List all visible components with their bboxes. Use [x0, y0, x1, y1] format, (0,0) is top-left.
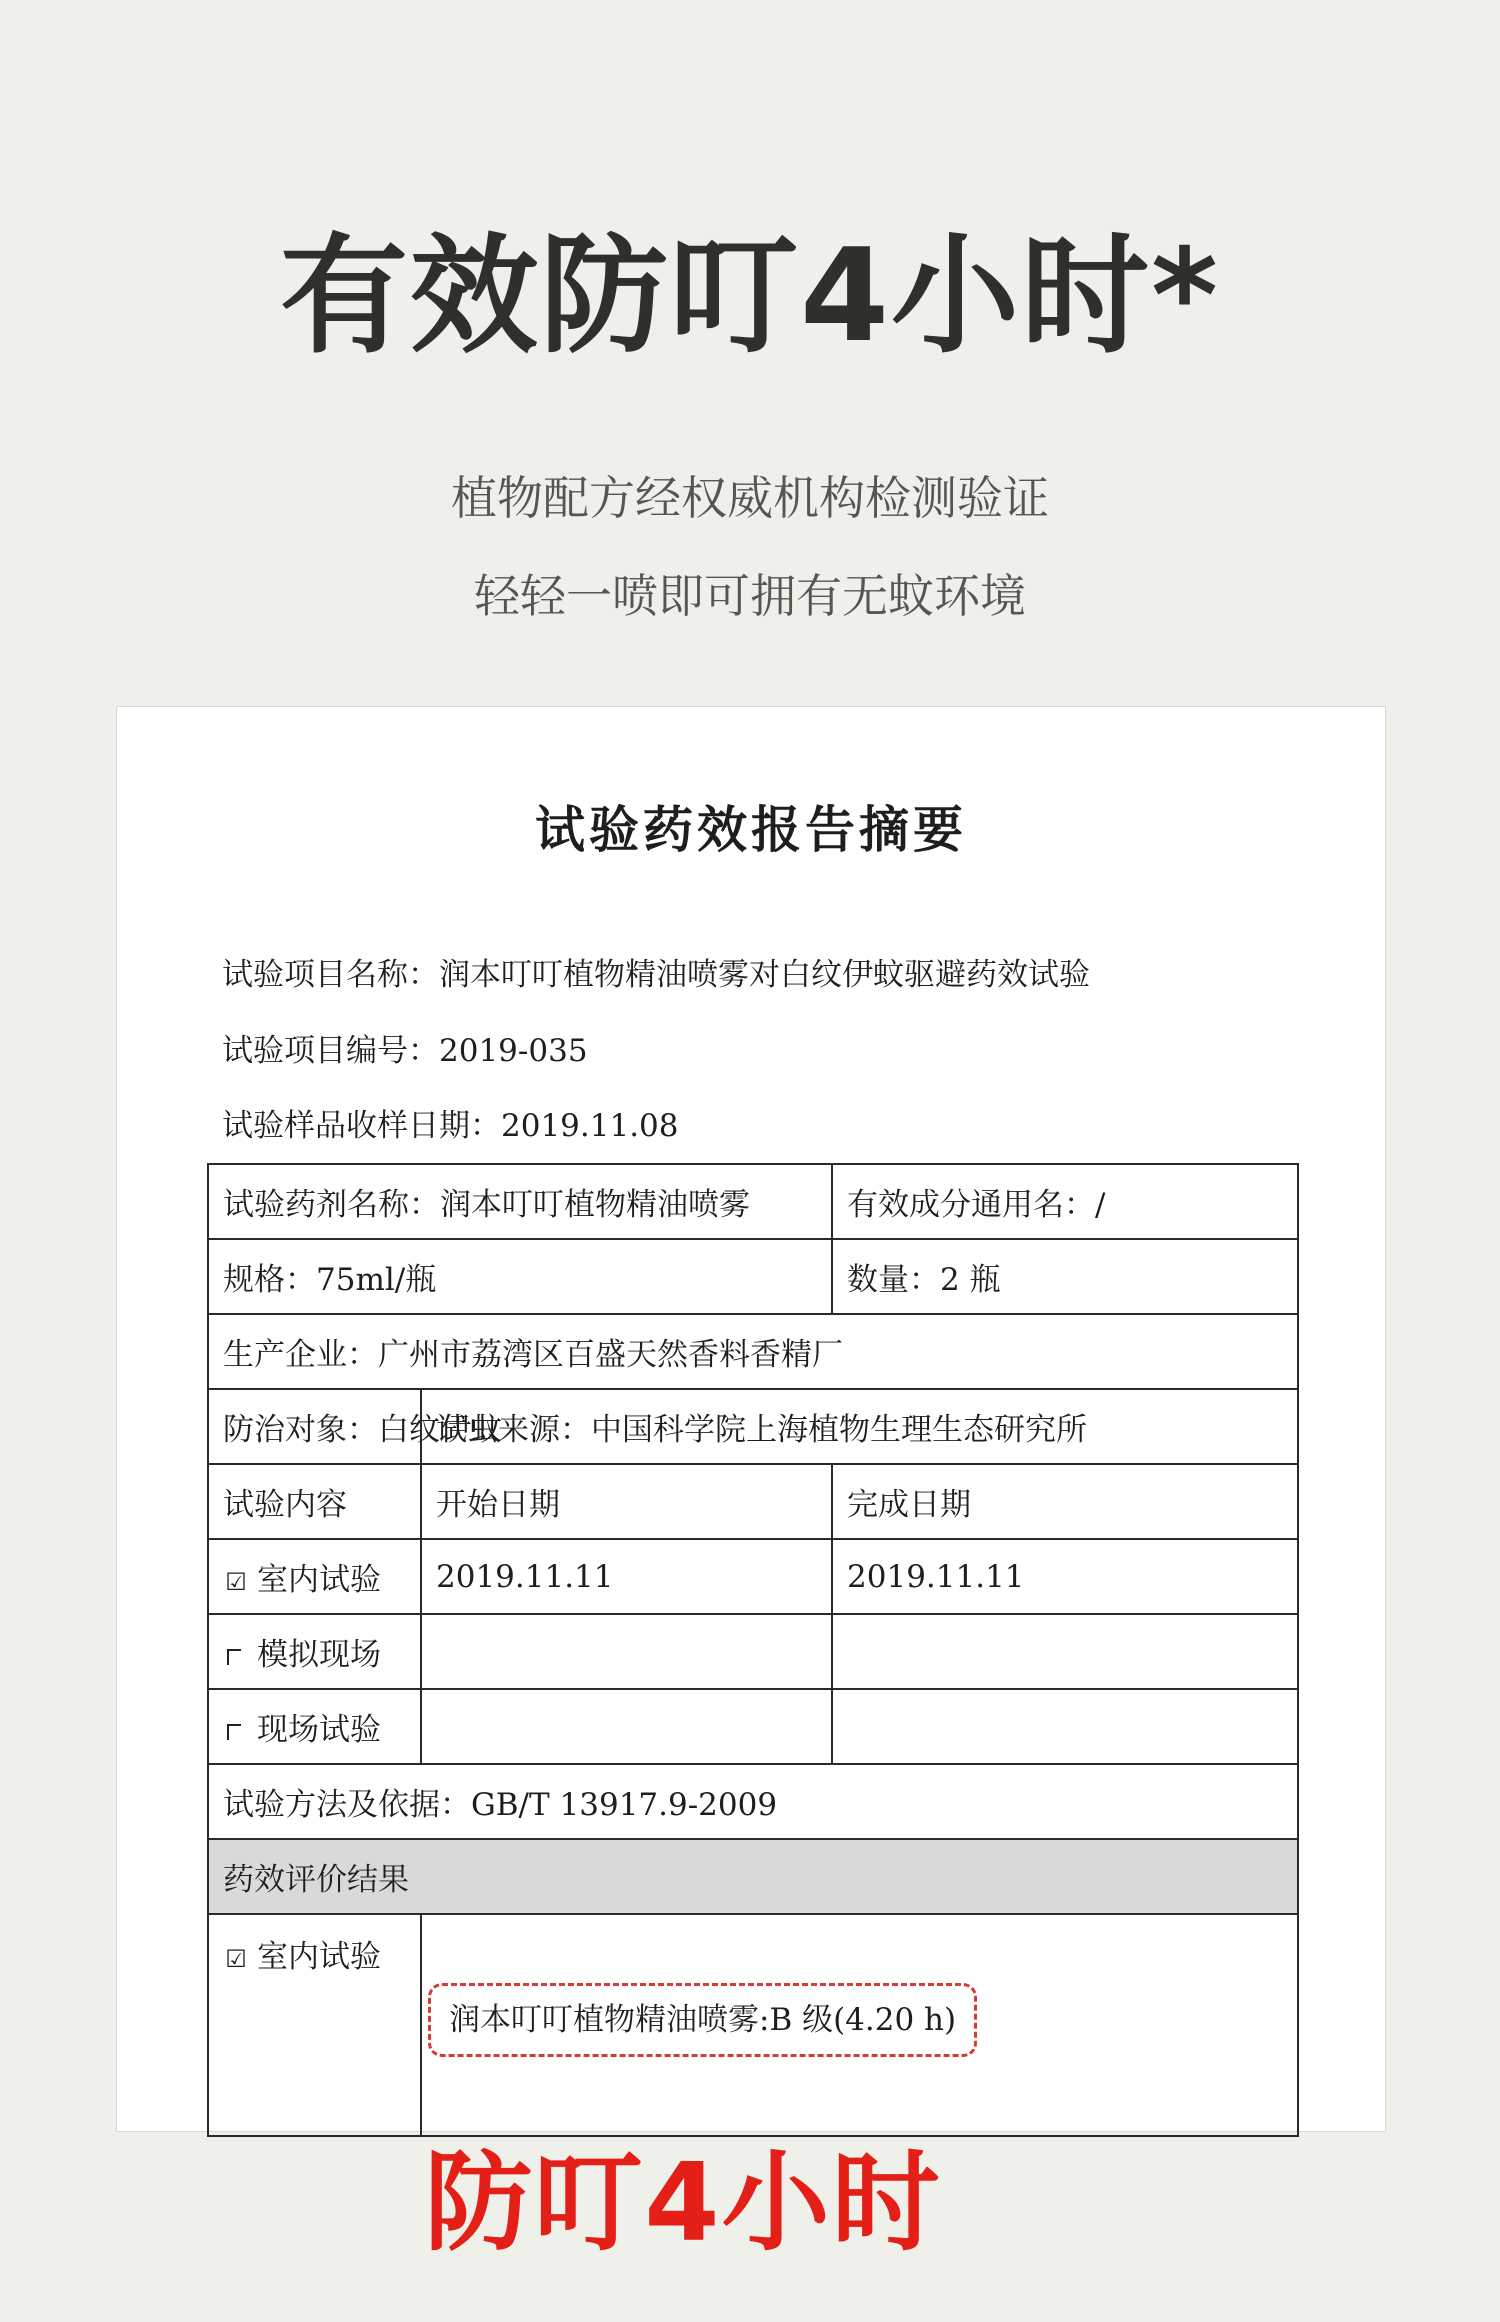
highlighted-result: 润本叮叮植物精油喷雾:B 级(4.20 h)	[428, 1983, 977, 2057]
checked-box-icon: ☑	[225, 1568, 247, 1596]
table-row	[208, 1914, 1298, 2136]
table-row	[208, 1689, 1298, 1764]
checked-box-icon: ☑	[225, 1945, 247, 1973]
simulated-end-date	[832, 1614, 1298, 1689]
table-row	[208, 1314, 1298, 1389]
table-row	[208, 1764, 1298, 1839]
field-end-date	[832, 1689, 1298, 1764]
subtitle-line-1: 植物配方经权威机构检测验证	[451, 471, 1049, 525]
table-row	[208, 1389, 1298, 1464]
report-title: 试验药效报告摘要	[535, 800, 967, 859]
indoor-start-date: 2019.11.11	[421, 1539, 832, 1614]
field-test-cell	[208, 1689, 421, 1764]
table-row	[208, 1839, 1298, 1914]
simulated-field-cell	[208, 1614, 421, 1689]
simulated-start-date	[421, 1614, 832, 1689]
target-cell: 防治对象：白纹伊蚊	[208, 1389, 421, 1464]
project-number: 试验项目编号：2019-035	[222, 1033, 588, 1069]
column-header-end: 完成日期	[832, 1464, 1298, 1539]
headline-title: 有效防叮4小时*	[279, 222, 1220, 371]
quantity-cell: 数量：2 瓶	[832, 1239, 1298, 1314]
result-indoor-cell	[208, 1914, 421, 2136]
indoor-test-label: 室内试验	[257, 1562, 381, 1598]
field-test-label: 现场试验	[257, 1712, 381, 1748]
column-header-content: 试验内容	[208, 1464, 421, 1539]
indoor-test-cell	[208, 1539, 421, 1614]
subtitle-line-2: 轻轻一喷即可拥有无蚊环境	[474, 569, 1026, 623]
report-table	[207, 1163, 1299, 2137]
table-row	[208, 1539, 1298, 1614]
table-row	[208, 1239, 1298, 1314]
table-row	[208, 1164, 1298, 1239]
unchecked-box-icon	[227, 1724, 241, 1740]
result-value-cell	[421, 1914, 1298, 2136]
table-row	[208, 1464, 1298, 1539]
insect-source-cell: 试虫来源：中国科学院上海植物生理生态研究所	[421, 1389, 1298, 1464]
indoor-end-date: 2019.11.11	[832, 1539, 1298, 1614]
spec-cell: 规格：75ml/瓶	[208, 1239, 832, 1314]
project-name: 试验项目名称：润本叮叮植物精油喷雾对白纹伊蚊驱避药效试验	[222, 957, 1090, 993]
table-row	[208, 1614, 1298, 1689]
sample-date: 试验样品收样日期：2019.11.08	[222, 1108, 679, 1144]
red-caption: 防叮4小时	[424, 2141, 942, 2266]
unchecked-box-icon	[227, 1649, 241, 1665]
results-header: 药效评价结果	[208, 1839, 1298, 1914]
manufacturer-cell: 生产企业：广州市荔湾区百盛天然香料香精厂	[208, 1314, 1298, 1389]
active-ingredient-cell: 有效成分通用名：/	[832, 1164, 1298, 1239]
field-start-date	[421, 1689, 832, 1764]
result-indoor-label: 室内试验	[257, 1939, 381, 1975]
method-cell: 试验方法及依据：GB/T 13917.9-2009	[208, 1764, 1298, 1839]
column-header-start: 开始日期	[421, 1464, 832, 1539]
agent-name-cell: 试验药剂名称：润本叮叮植物精油喷雾	[208, 1164, 832, 1239]
simulated-field-label: 模拟现场	[257, 1637, 381, 1673]
report-document	[116, 706, 1386, 2132]
